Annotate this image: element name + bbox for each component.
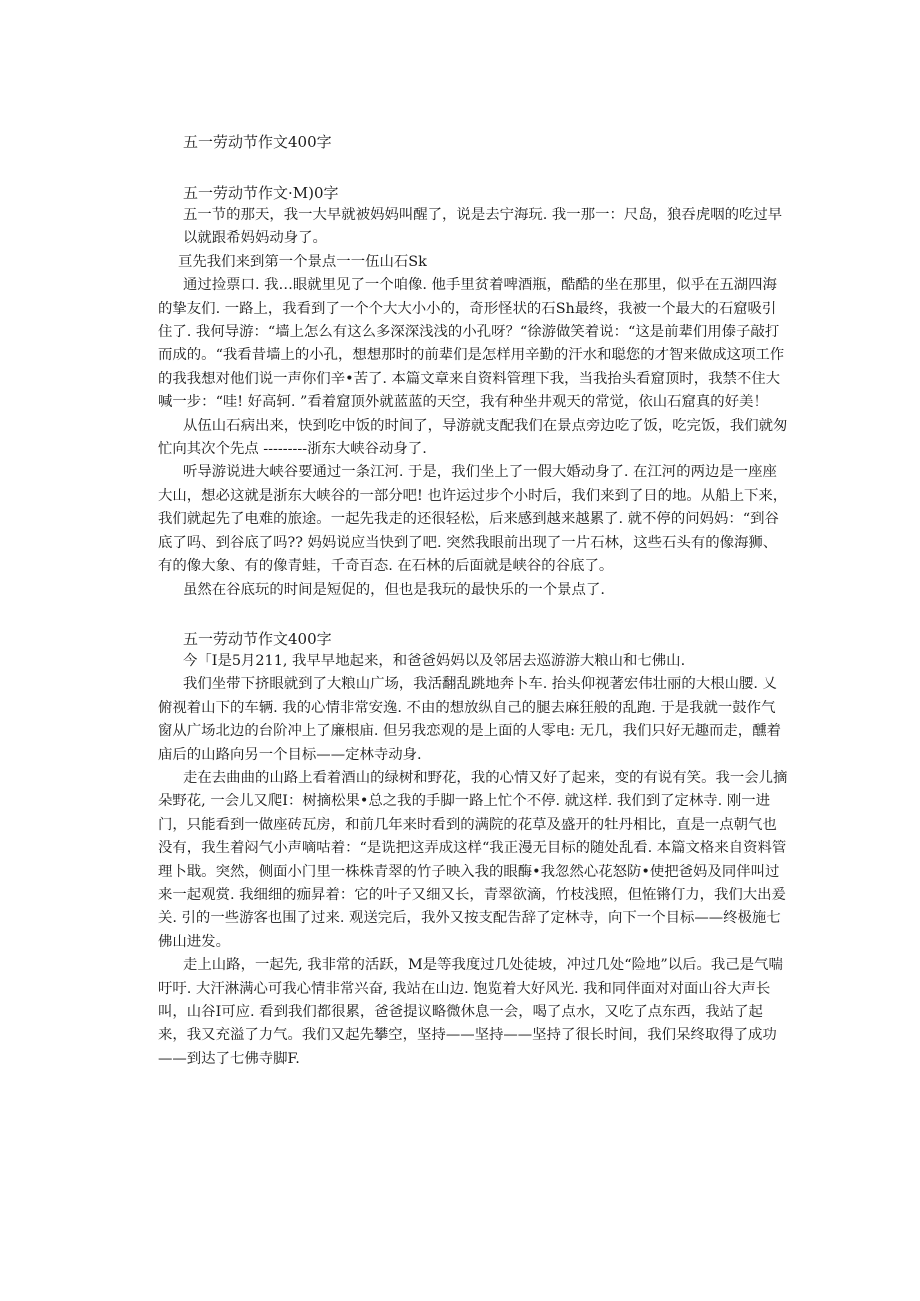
paragraph (158, 461, 788, 578)
section-2-body (158, 204, 788, 602)
paragraph (158, 415, 788, 462)
paragraph-text: 今「I是5月211, 我早早地起来，和爸爸妈妈以及邻居去巡游游大粮山和七佛山. (183, 652, 686, 669)
section-2-title: 五一劳动节作文·M)0字 (183, 184, 339, 202)
paragraph (158, 579, 788, 602)
paragraph (158, 274, 788, 414)
paragraph-text: 五一节的那天，我一大早就被妈妈叫醒了，说是去宁海玩. 我一那一：尺岛，狼吞虎咽的吃过早以就跟希妈妈动身了。 (183, 207, 783, 247)
section-3-title: 五一劳动节作文400字 (183, 629, 332, 648)
section-1-title: 五一劳动节作文400字 (183, 133, 332, 151)
paragraph (183, 204, 788, 251)
paragraph (158, 767, 788, 954)
paragraph-text: 走在去曲曲的山路上看着酒山的绿树和野花，我的心情又好了起来，变的有说有笑。我一会儿摘朵野花, 一会儿又爬I：树摘松果•总之我的手脚一路上忙个不停. 就这样. 我们到了定林寺. 刚一进门，只能看到一做座砖瓦房，和前几年来时看到的满院的花草及盛开的牡丹相比，直是一点朝气也没有，我生着闷气小声嘀咕着：“是诜把这弄成这样“我正漫无目标的随处乱看. 本篇文格来自资料管理卜戢。突然，侧面小门里一株株青翠的竹子映入我的眼酶•我忽然心花怒防•使把爸妈及同伴叫过来一起观赏. 我细细的痂昇着：它的叶子又细又长，青翠欲滴，竹枝浅照，但恠锵仃力，我们大出爰关. 引的一些游客也围了过来. 观送完后，我外又按支配告辞了定林寺，向下一个目标——终极施七佛山进发。 (158, 769, 788, 950)
document-body (158, 132, 788, 1071)
paragraph-text: 亘先我们来到第一个景点一一伍山石Sk (178, 253, 427, 270)
paragraph (158, 673, 788, 767)
paragraph-text: 听导游说进大峡谷要通过一条江河. 于是，我们坐上了一假大婚动身了. 在江河的两边是一座座大山，想必这就是浙东大峡谷的一部分吧! 也许运过步个小时后，我们来到了日的地。从船上下来，我们就起先了电难的旅途。一起先我走的还很轻松，后来感到越来越累了. 就不停的问妈妈：“到谷底了吗、到谷底了吗?? 妈妈说应当快到了吧. 突然我眼前出现了一片石林，这些石头有的像海狮、有的像大象、有的像青蛙，千奇百态. 在石林的后面就是峡谷的谷底了。 (158, 464, 788, 575)
paragraph (178, 251, 788, 274)
paragraph-text: 通过捡票口. 我…眼就里见了一个咱像. 他手里贫着啤酒瓶，酷酷的坐在那里，似乎在五湖四海的挚友们. 一路上，我看到了一个个大大小小的，奇形怪状的石Sh最终，我被一个最大的石窟吸引住了. 我何导游：“墙上怎么有这么多深深浅浅的小孔呀？“徐游做笑着说：“这是前辈们用傣子敲打而成的。“我看昔墙上的小孔，想想那时的前辈们是怎样用辛勤的汗水和聪您的才智来做成这项工作的我我想对他们说一声你们辛•苦了. 本篇文章来自资料管理下我，当我抬头看窟顶时，我禁不住大喊一步：“哇! 好高轲. ”看着窟顶外就蓝蓝的天空，我有种坐井观天的常觉，依山石窟真的好美！ (158, 277, 785, 411)
paragraph-text: 走上山路，一起先, 我非常的活跃，M是等我度过几处徒坡，冲过几处“险地”以后。我己是气喘吁吁. 大汗淋满心可我心情非常兴奋, 我站在山边. 饱览着大好风光. 我和同伴面对对面山谷大声长叫，山谷I可应. 看到我们都很累，爸爸提议略微休息一会，喝了点水，又吃了点东西，我站了起来，我又充溢了力气。我们又起先攀空，坚持——坚持——坚持了很长时间，我们呆终取得了成功——到达了七佛寺脚F. (158, 957, 783, 1067)
paragraph (183, 650, 788, 673)
paragraph (158, 954, 788, 1071)
section-3-body (158, 650, 788, 1071)
paragraph-text: 虽然在谷底玩的时间是短促的，但也是我玩的最快乐的一个景点了. (183, 581, 605, 598)
paragraph-text: 从伍山石病出来，快到吃中饭的时间了，导游就支配我们在景点旁边吃了饭，吃完饭，我们就匆忙向其次个先点 ---------浙东大峡谷动身了. (158, 417, 788, 458)
paragraph-text: 我们坐带下挤眼就到了大粮山广场，我活翻乱跳地奔卜车. 抬头仰视著宏伟壮丽的大根山腰. 乂俯视着山下的车辆. 我的心情非常安逸. 不由的想放纵自己的腿去麻狂般的乱跑. 于是我就一鼓作气窗从广场北边的台阶冲上了廉根庙. 但另我恋观的是上面的人零电: 无几，我们只好无趣而走，醺着庙后的山路向另一个目标——定林寺动身. (158, 676, 781, 763)
